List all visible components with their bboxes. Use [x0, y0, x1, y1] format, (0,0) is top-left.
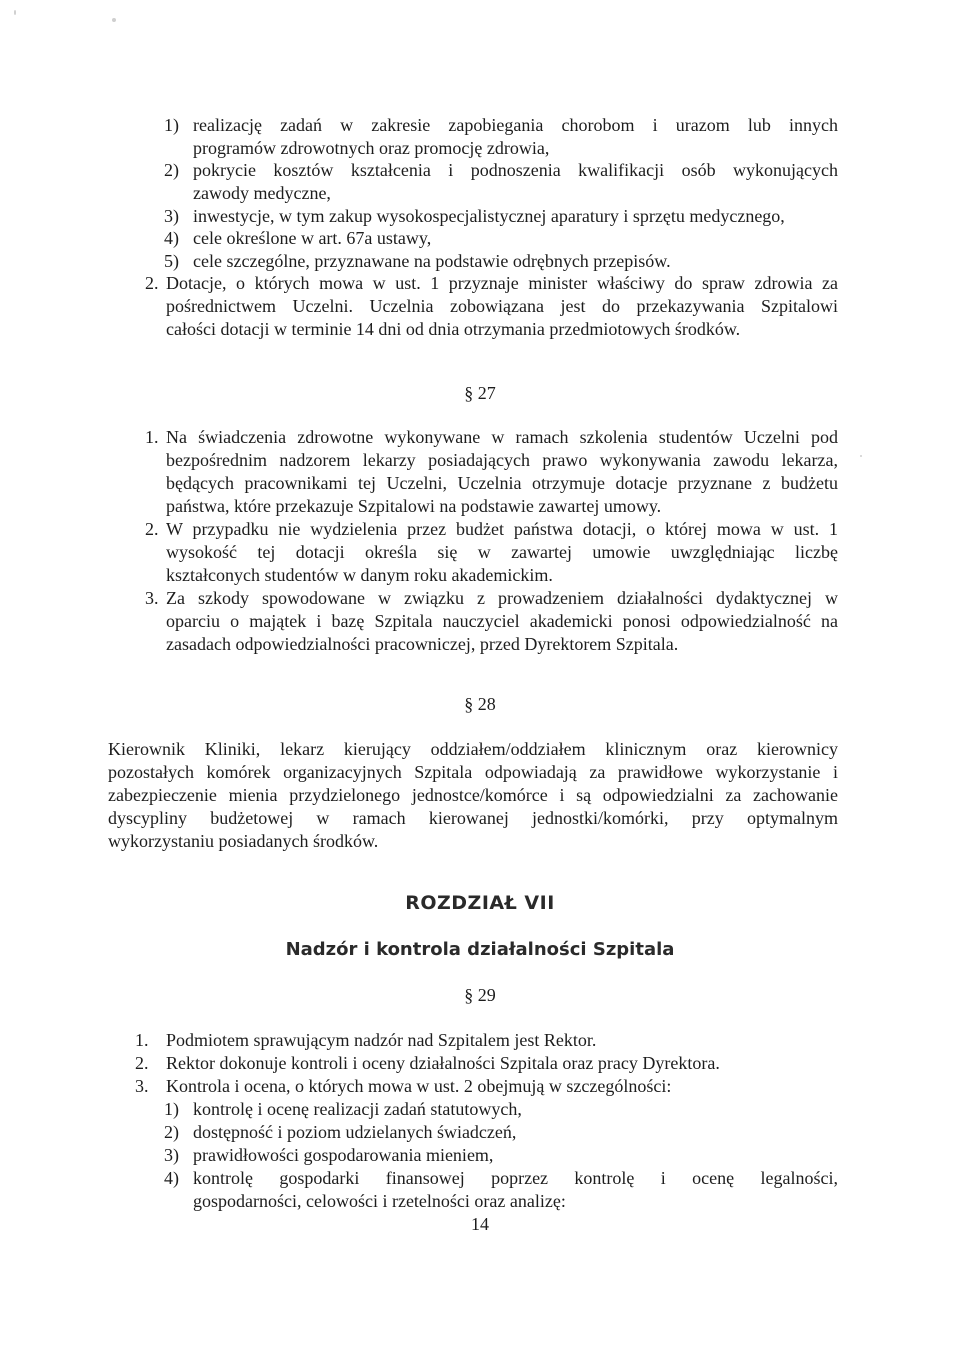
- item-line: Rektor dokonuje kontroli i oceny działalności Szpitala oraz pracy Dyrektora.: [166, 1053, 720, 1073]
- paragraph-line: pozostałych komórek organizacyjnych Szpitala odpowiadają za prawidłowe wykorzystanie i: [108, 762, 838, 782]
- subitem-number: 1): [164, 1099, 179, 1119]
- list-item-number: 2): [164, 160, 179, 180]
- section-title: § 28: [464, 694, 496, 714]
- scan-speck: [860, 455, 862, 457]
- subitem-line: dostępność i poziom udzielanych świadczeń,: [193, 1122, 517, 1142]
- item-line: Podmiotem sprawującym nadzór nad Szpitalem jest Rektor.: [166, 1030, 597, 1050]
- scan-speck: [112, 18, 116, 22]
- list-item-line: realizację zadań w zakresie zapobiegania chorobom i urazom lub innych: [193, 115, 838, 135]
- list-item-line: cele szczególne, przyznawane na podstawie odrębnych przepisów.: [193, 251, 671, 271]
- list-item-number: 3): [164, 206, 179, 226]
- item-line: Na świadczenia zdrowotne wykonywane w ramach szkolenia studentów Uczelni pod: [166, 427, 838, 447]
- paragraph-line: Dotacje, o których mowa w ust. 1 przyznaje minister właściwy do spraw zdrowia za: [166, 273, 838, 293]
- paragraph-number: 2.: [145, 273, 159, 293]
- item-number: 3.: [135, 1076, 149, 1096]
- item-line: W przypadku nie wydzielenia przez budżet państwa dotacji, o której mowa w ust. 1: [166, 519, 838, 539]
- section-title: § 29: [464, 985, 496, 1005]
- paragraph-line: Kierownik Kliniki, lekarz kierujący oddziałem/oddziałem klinicznym oraz kierownicy: [108, 739, 838, 759]
- section-title: § 27: [464, 383, 496, 403]
- item-line: zasadach odpowiedzialności pracowniczej, przed Dyrektorem Szpitala.: [166, 634, 679, 654]
- item-number: 2.: [145, 519, 159, 539]
- list-item-number: 1): [164, 115, 179, 135]
- paragraph-line: wykorzystaniu posiadanych środków.: [108, 831, 379, 851]
- item-number: 3.: [145, 588, 159, 608]
- chapter-title: ROZDZIAŁ VII: [405, 892, 555, 914]
- page-number: 14: [471, 1214, 489, 1234]
- list-item-line: inwestycje, w tym zakup wysokospecjalistycznej aparatury i sprzętu medycznego,: [193, 206, 785, 226]
- item-line: bezpośrednim nadzorem lekarzy posiadających prawo wykonywania zawodu lekarza,: [166, 450, 838, 470]
- subitem-line: gospodarności, celowości i rzetelności oraz analizę:: [193, 1191, 566, 1211]
- item-line: oparciu o majątek i bazę Szpitala nauczyciel akademicki ponosi odpowiedzialność na: [166, 611, 838, 631]
- item-line: Za szkody spowodowane w związku z prowadzeniem działalności dydaktycznej w: [166, 588, 838, 608]
- item-number: 1.: [145, 427, 159, 447]
- subitem-line: prawidłowości gospodarowania mieniem,: [193, 1145, 494, 1165]
- subitem-number: 2): [164, 1122, 179, 1142]
- paragraph-line: dyscypliny budżetowej w ramach kierowanej jednostki/komórki, przy optymalnym: [108, 808, 838, 828]
- list-item-line: pokrycie kosztów kształcenia i podnoszenia kwalifikacji osób wykonujących: [193, 160, 838, 180]
- item-line: będących pracownikami tej Uczelni, Uczelnia otrzymuje dotacje przyznane z budżetu: [166, 473, 838, 493]
- paragraph-line: całości dotacji w terminie 14 dni od dnia otrzymania przedmiotowych środków.: [166, 319, 741, 339]
- subitem-number: 3): [164, 1145, 179, 1165]
- list-item-line: programów zdrowotnych oraz promocję zdrowia,: [193, 138, 550, 158]
- subitem-line: kontrolę i ocenę realizacji zadań statutowych,: [193, 1099, 522, 1119]
- scan-speck: [14, 10, 16, 15]
- item-number: 2.: [135, 1053, 149, 1073]
- item-number: 1.: [135, 1030, 149, 1050]
- paragraph-line: zabezpieczenie mienia przydzielonego jednostce/komórce i są odpowiedzialni za zachowanie: [108, 785, 838, 805]
- list-item-line: zawody medyczne,: [193, 183, 331, 203]
- item-line: Kontrola i ocena, o których mowa w ust. 2 obejmują w szczególności:: [166, 1076, 672, 1096]
- subitem-line: kontrolę gospodarki finansowej poprzez kontrolę i ocenę legalności,: [193, 1168, 838, 1188]
- subitem-number: 4): [164, 1168, 179, 1188]
- list-item-number: 5): [164, 251, 179, 271]
- list-item-number: 4): [164, 228, 179, 248]
- item-line: wysokość tej dotacji określa się w zawartej umowie uwzględniając liczbę: [166, 542, 838, 562]
- list-item-line: cele określone w art. 67a ustawy,: [193, 228, 432, 248]
- paragraph-line: pośrednictwem Uczelni. Uczelnia zobowiązana jest do przekazywania Szpitalowi: [166, 296, 838, 316]
- item-line: kształconych studentów w danym roku akademickim.: [166, 565, 553, 585]
- item-line: państwa, które przekazuje Szpitalowi na podstawie zawartej umowy.: [166, 496, 662, 516]
- chapter-subtitle: Nadzór i kontrola działalności Szpitala: [285, 939, 675, 960]
